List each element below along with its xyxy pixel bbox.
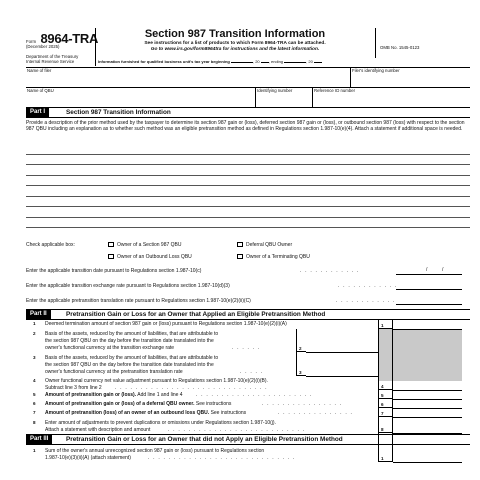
part1-title: Section 987 Transition Information [66,109,171,116]
part2-line2-text1: Basis of the assets, reduced by the amount of liabilities, that are attributable to [45,331,219,337]
tax-year-end-year-field[interactable] [314,62,322,63]
tax-year-end-field[interactable] [284,62,306,63]
filer-id-label: Filer's identifying number [352,68,400,73]
outbound-loss-qbu-checkbox[interactable] [108,254,114,259]
checkbox-label: Owner of an Outbound Loss QBU [117,254,192,260]
part2-line5-text: Amount of pretransition gain or (loss). Add line 1 and line 4 [45,392,183,398]
form-word: Form [26,39,37,44]
filer-name-label: Name of filer [27,68,52,73]
leader-dots: . . . . . . . . . . . . . . . . . . . . . . . . . . . . . . [115,385,268,391]
part2-line1-amount[interactable] [393,320,462,330]
tax-year-line: Information furnished for qualified business unit's tax year beginning , 20 , ending , 20 [98,60,322,65]
revision-date: (December 2025) [26,44,60,49]
deferral-qbu-owner-checkbox[interactable] [237,242,243,247]
part3-title: Pretransition Gain or Loss for an Owner that did not Apply an Eligible Pretransition Method [66,436,343,443]
part2-line3-text3: owner's functional currency at the pretransition translation rate [45,369,183,375]
part1-description: Provide a description of the prior method used by the taxpayer to determine its section 987 gain or (loss), deferred section 987 gain or (loss), or outbound section 987 (loss) with respect to the section 987 QBU including an explanation as to whether such method was an eligible pretransition method as defined in Regulations section 1.987-10(e)(4). Attach a statement if additional space is needed. [26,120,465,132]
write-line [26,164,470,165]
leader-dots: . . . . . . . . . . . . . . . [278,410,354,416]
form-title: Section 987 Transition Information [144,28,326,40]
filer-name-field[interactable] [27,75,347,85]
write-line [26,206,470,207]
part1-label: Part I [26,108,49,117]
transition-date-field[interactable]: / / [396,267,462,275]
department-line-1: Department of the Treasury [26,54,79,59]
part2-line8-text2: Attach a statement with description and amount [45,427,151,433]
write-line [26,196,470,197]
part2-line8-amount[interactable] [393,424,462,434]
part1-header [26,107,470,118]
part2-line3-amount[interactable] [306,367,378,377]
part3-line1-text2: 1.987-10(e)(3)(ii)(A) (attach statement) [45,455,131,461]
write-line [26,217,470,218]
part2-line2-amount[interactable] [306,343,378,353]
filer-id-field[interactable] [352,75,468,85]
transition-rate-label: Enter the applicable transition exchange rate pursuant to Regulations section 1.987-10(d)(3) [26,283,230,289]
qbu-name-label: Name of QBU [27,88,54,93]
part2-title: Pretransition Gain or Loss for an Owner that Applied an Eligible Pretransition Method [66,311,326,318]
leader-dots: . . . . . . [232,345,261,351]
instructions-line-1: See instructions for a list of products to which Form 8964-TRA can be attached. [144,41,326,46]
part2-line4-text2: Subtract line 3 from line 2 [45,385,102,391]
transition-date-label: Enter the applicable transition date pursuant to Regulations section 1.987-10(c) [26,268,202,274]
checkbox-label: Deferral QBU Owner [246,242,293,248]
part2-line4-text1: Owner functional currency net value adjustment pursuant to Regulations section 1.987-10(e)(2)(i)(B). [45,378,268,384]
qbu-ref-label: Reference ID number [314,88,356,93]
write-line [26,185,470,186]
transition-rate-field[interactable] [396,282,462,290]
checkbox-label: Owner of a Section 987 QBU [117,242,182,248]
part2-line7-text: Amount of pretransition (loss) of an owner of an outbound loss QBU. See instructions [45,410,247,416]
qbu-name-field[interactable] [27,95,252,104]
part2-line7-amount[interactable] [393,408,462,418]
part2-line8-text1: Enter amount of adjustments to prevent duplications or omissions under Regulations section 1.987-10(j). [45,420,276,426]
pretransition-rate-label: Enter the applicable pretransition translation rate pursuant to Regulations section 1.987-10(e)(2)(ii)(C) [26,298,251,304]
write-line [26,175,470,176]
form-number: 8964-TRA [40,31,99,46]
department-line-2: Internal Revenue Service [26,59,75,64]
checkbox-label: Owner of a Terminating QBU [246,254,310,260]
part2-label: Part II [26,310,51,319]
leader-dots: . . . . . . . . . . . . . . . . . . . . . . . . . . . [168,427,306,433]
part2-line2-text2: the section 987 QBU on the day before the transition date translated into the [45,338,214,344]
qbu-id-field[interactable] [257,95,309,104]
part2-header [26,309,470,320]
qbu-id-label: Identifying number [257,88,293,93]
part3-header [26,434,470,445]
leader-dots: . . . . . . . . . . . . [338,283,398,289]
tax-year-begin-year-field[interactable] [261,62,269,63]
part2-line3-text1: Basis of the assets, reduced by the amount of liabilities, that are attributable to [45,355,219,361]
part2-line6-text: Amount of pretransition gain or (loss) of a deferral QBU owner. See instructions [45,401,232,407]
leader-dots: . . . . . . . . . . . . . . . . . . . . . . . . . . . . . [148,455,296,461]
leader-dots: . . . . . . . . . . . . . . . . . . . . . . . [196,392,313,398]
leader-dots: . . . . . . . . . . . . . . . . [262,401,343,407]
leader-dots: . . . . . . . . . . . . [336,298,396,304]
part1-description-textarea[interactable] [26,146,470,232]
qbu-ref-field[interactable] [314,95,468,104]
leader-dots: . . . . . . . . . . . . [300,268,360,274]
tax-year-begin-field[interactable] [231,62,253,63]
leader-dots: . . . . . [240,369,264,375]
part2-line1-text: Deemed termination amount of section 987 gain or (loss) pursuant to Regulations section 1.987-10(e)(2)(i)(A) [45,321,287,327]
write-line [26,227,470,228]
terminating-qbu-checkbox[interactable] [237,254,243,259]
omb-number: OMB No. 1545-0123 [380,45,420,50]
part3-line1-amount[interactable] [393,453,462,463]
part3-label: Part III [26,435,52,444]
write-line [26,154,470,155]
checkbox-intro: Check applicable box: [26,242,75,248]
part2-line2-text3: owner's functional currency at the transition exchange rate [45,345,175,351]
part2-line3-text2: the section 987 QBU on the day before the transition date translated into the [45,362,214,368]
pretransition-rate-field[interactable] [396,297,462,305]
part3-line1-text1: Sum of the owner's annual unrecognized section 987 gain or (loss) pursuant to Regulations section [45,448,265,454]
instructions-line-2: Go to www.irs.gov/form8964tra for instructions and the latest information. [150,47,320,52]
owner-section-987-qbu-checkbox[interactable] [108,242,114,247]
